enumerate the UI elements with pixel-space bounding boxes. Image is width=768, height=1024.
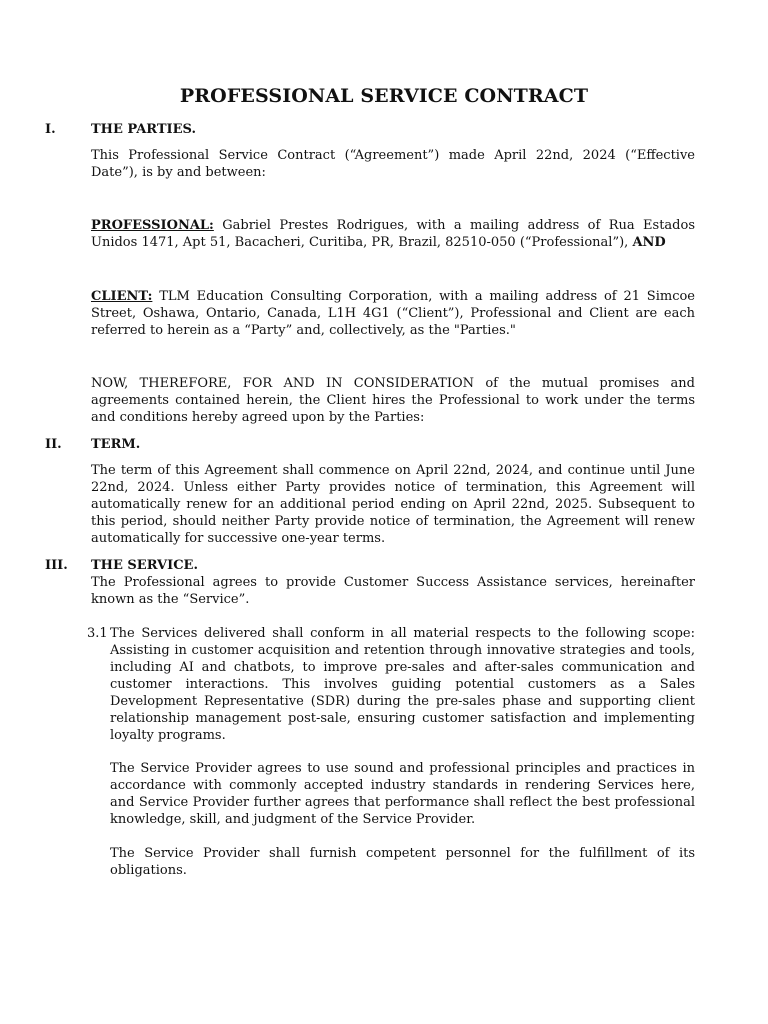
clause-number: 3.1 — [87, 626, 108, 641]
clause-scope-paragraph: The Services delivered shall conform in all material respects to the following scope: Assisting in customer acquisition and retention through innovative strategies and tools, including AI and chatbots, to improve pre-sales and after-sales communication and customer interactions. This involves guiding potential customers as a Sales Development Representative (SDR) during the pre-sales phase and supporting client relationship management post-sale, ensuring customer satisfaction and implementing loyalty programs. — [110, 626, 695, 743]
and-conjunction: AND — [632, 235, 666, 250]
section-number-parties: I. — [45, 122, 56, 137]
term-paragraph: The term of this Agreement shall commence on April 22nd, 2024, and continue until June 22nd, 2024. Unless either Party provides notice of termination, this Agreement will automatically renew for an additional period ending on April 22nd, 2025. Subsequent to this period, should neither Party provide notice of termination, the Agreement will renew automatically for successive one-year terms. — [91, 463, 695, 546]
section-number-service: III. — [45, 558, 68, 573]
section-heading-service: THE SERVICE. — [91, 558, 198, 573]
client-label: CLIENT: — [91, 289, 153, 304]
section-heading-term: TERM. — [91, 437, 141, 452]
contract-title: PROFESSIONAL SERVICE CONTRACT — [179, 85, 589, 107]
section-heading-parties: THE PARTIES. — [91, 122, 196, 137]
professional-text: Gabriel Prestes Rodrigues, with a mailing address of Rua Estados Unidos 1471, Apt 51, Bacacheri, Curitiba, PR, Brazil, 82510-050 (“Professional”), — [91, 218, 695, 250]
section-number-term: II. — [45, 437, 62, 452]
client-paragraph — [91, 288, 695, 339]
service-paragraph: The Professional agrees to provide Customer Success Assistance services, hereinafter known as the “Service”. — [91, 575, 695, 607]
clause-personnel-paragraph: The Service Provider shall furnish competent personnel for the fulfillment of its obligations. — [110, 846, 695, 878]
consideration-paragraph: NOW, THEREFORE, FOR AND IN CONSIDERATION of the mutual promises and agreements contained herein, the Client hires the Professional to work under the terms and conditions hereby agreed upon by the Parties: — [91, 376, 695, 425]
clause-standards-paragraph: The Service Provider agrees to use sound and professional principles and practices in accordance with commonly accepted industry standards in rendering Services here, and Service Provider further agrees that performance shall reflect the best professional knowledge, skill, and judgment of the Service Provider. — [110, 761, 695, 827]
professional-paragraph — [91, 217, 695, 251]
client-text: TLM Education Consulting Corporation, with a mailing address of 21 Simcoe Street, Oshawa, Ontario, Canada, L1H 4G1 (“Client”), Professional and Client are each referred to herein as a “Party” and, collectively, as the "Parties." — [91, 289, 695, 338]
professional-label: PROFESSIONAL: — [91, 218, 214, 233]
parties-intro-paragraph: This Professional Service Contract (“Agreement”) made April 22nd, 2024 (“Effective Date”), is by and between: — [91, 148, 695, 180]
